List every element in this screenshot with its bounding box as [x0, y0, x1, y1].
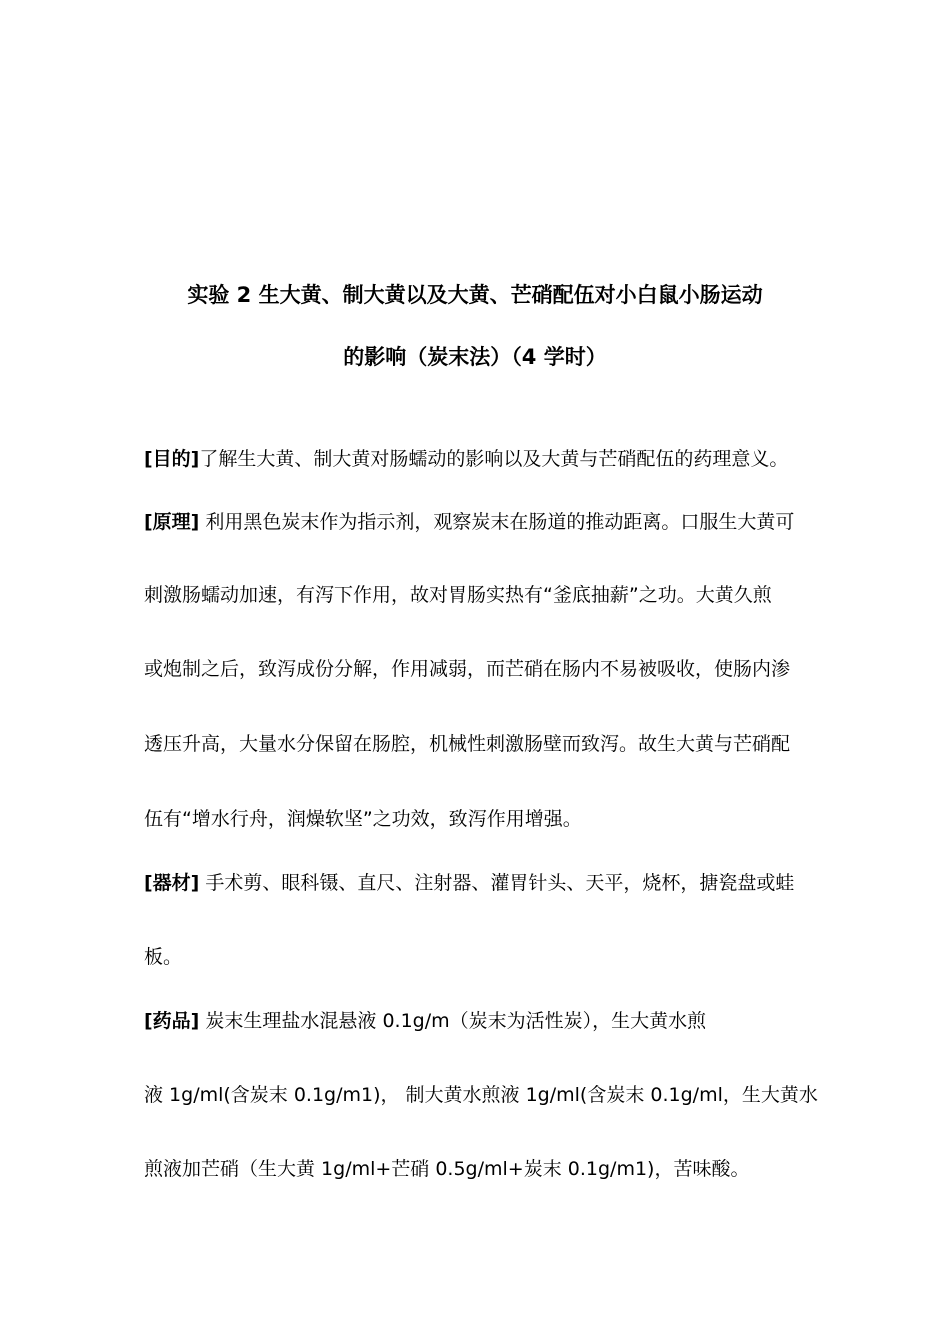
drugs-text-1: 炭末生理盐水混悬液 0.1g/m（炭末为活性炭），生大黄水煎 [199, 1010, 707, 1032]
equipment-line-1 [144, 870, 794, 896]
purpose-label: [目的] [144, 448, 200, 470]
title-line-1: 实验 2 生大黄、制大黄以及大黄、芒硝配伍对小白鼠小肠运动 [187, 283, 763, 307]
principle-line-5: 伍有“增水行舟，润燥软坚”之功效，致泻作用增强。 [144, 808, 582, 830]
principle-line-2: 刺激肠蠕动加速，有泻下作用，故对胃肠实热有“釜底抽薪”之功。大黄久煎 [144, 584, 772, 606]
principle-line-1 [144, 509, 794, 535]
principle-line-4: 透压升高，大量水分保留在肠腔，机械性刺激肠壁而致泻。故生大黄与芒硝配 [144, 733, 791, 755]
equipment-label: [器材] [144, 872, 200, 894]
purpose-text: 了解生大黄、制大黄对肠蠕动的影响以及大黄与芒硝配伍的药理意义。 [199, 448, 789, 470]
purpose-paragraph [144, 446, 788, 472]
principle-label: [原理] [144, 511, 200, 533]
drugs-line-1 [144, 1008, 706, 1034]
equipment-text-1: 手术剪、眼科镊、直尺、注射器、灌胃针头、天平，烧杯，搪瓷盘或蛙 [199, 872, 795, 894]
drugs-line-2: 液 1g/ml(含炭末 0.1g/m1)， 制大黄水煎液 1g/ml(含炭末 0.1g/ml，生大黄水 [144, 1084, 818, 1106]
principle-text-1: 利用黑色炭末作为指示剂，观察炭末在肠道的推动距离。口服生大黄可 [199, 511, 795, 533]
principle-line-3: 或炮制之后，致泻成份分解，作用减弱，而芒硝在肠内不易被吸收，使肠内渗 [144, 658, 791, 680]
equipment-line-2: 板。 [144, 946, 183, 968]
drugs-label: [药品] [144, 1010, 200, 1032]
title-line-2: 的影响（炭末法）（4 学时） [343, 345, 607, 369]
drugs-line-3: 煎液加芒硝（生大黄 1g/ml+芒硝 0.5g/ml+炭末 0.1g/m1)，苦味酸。 [144, 1158, 750, 1180]
